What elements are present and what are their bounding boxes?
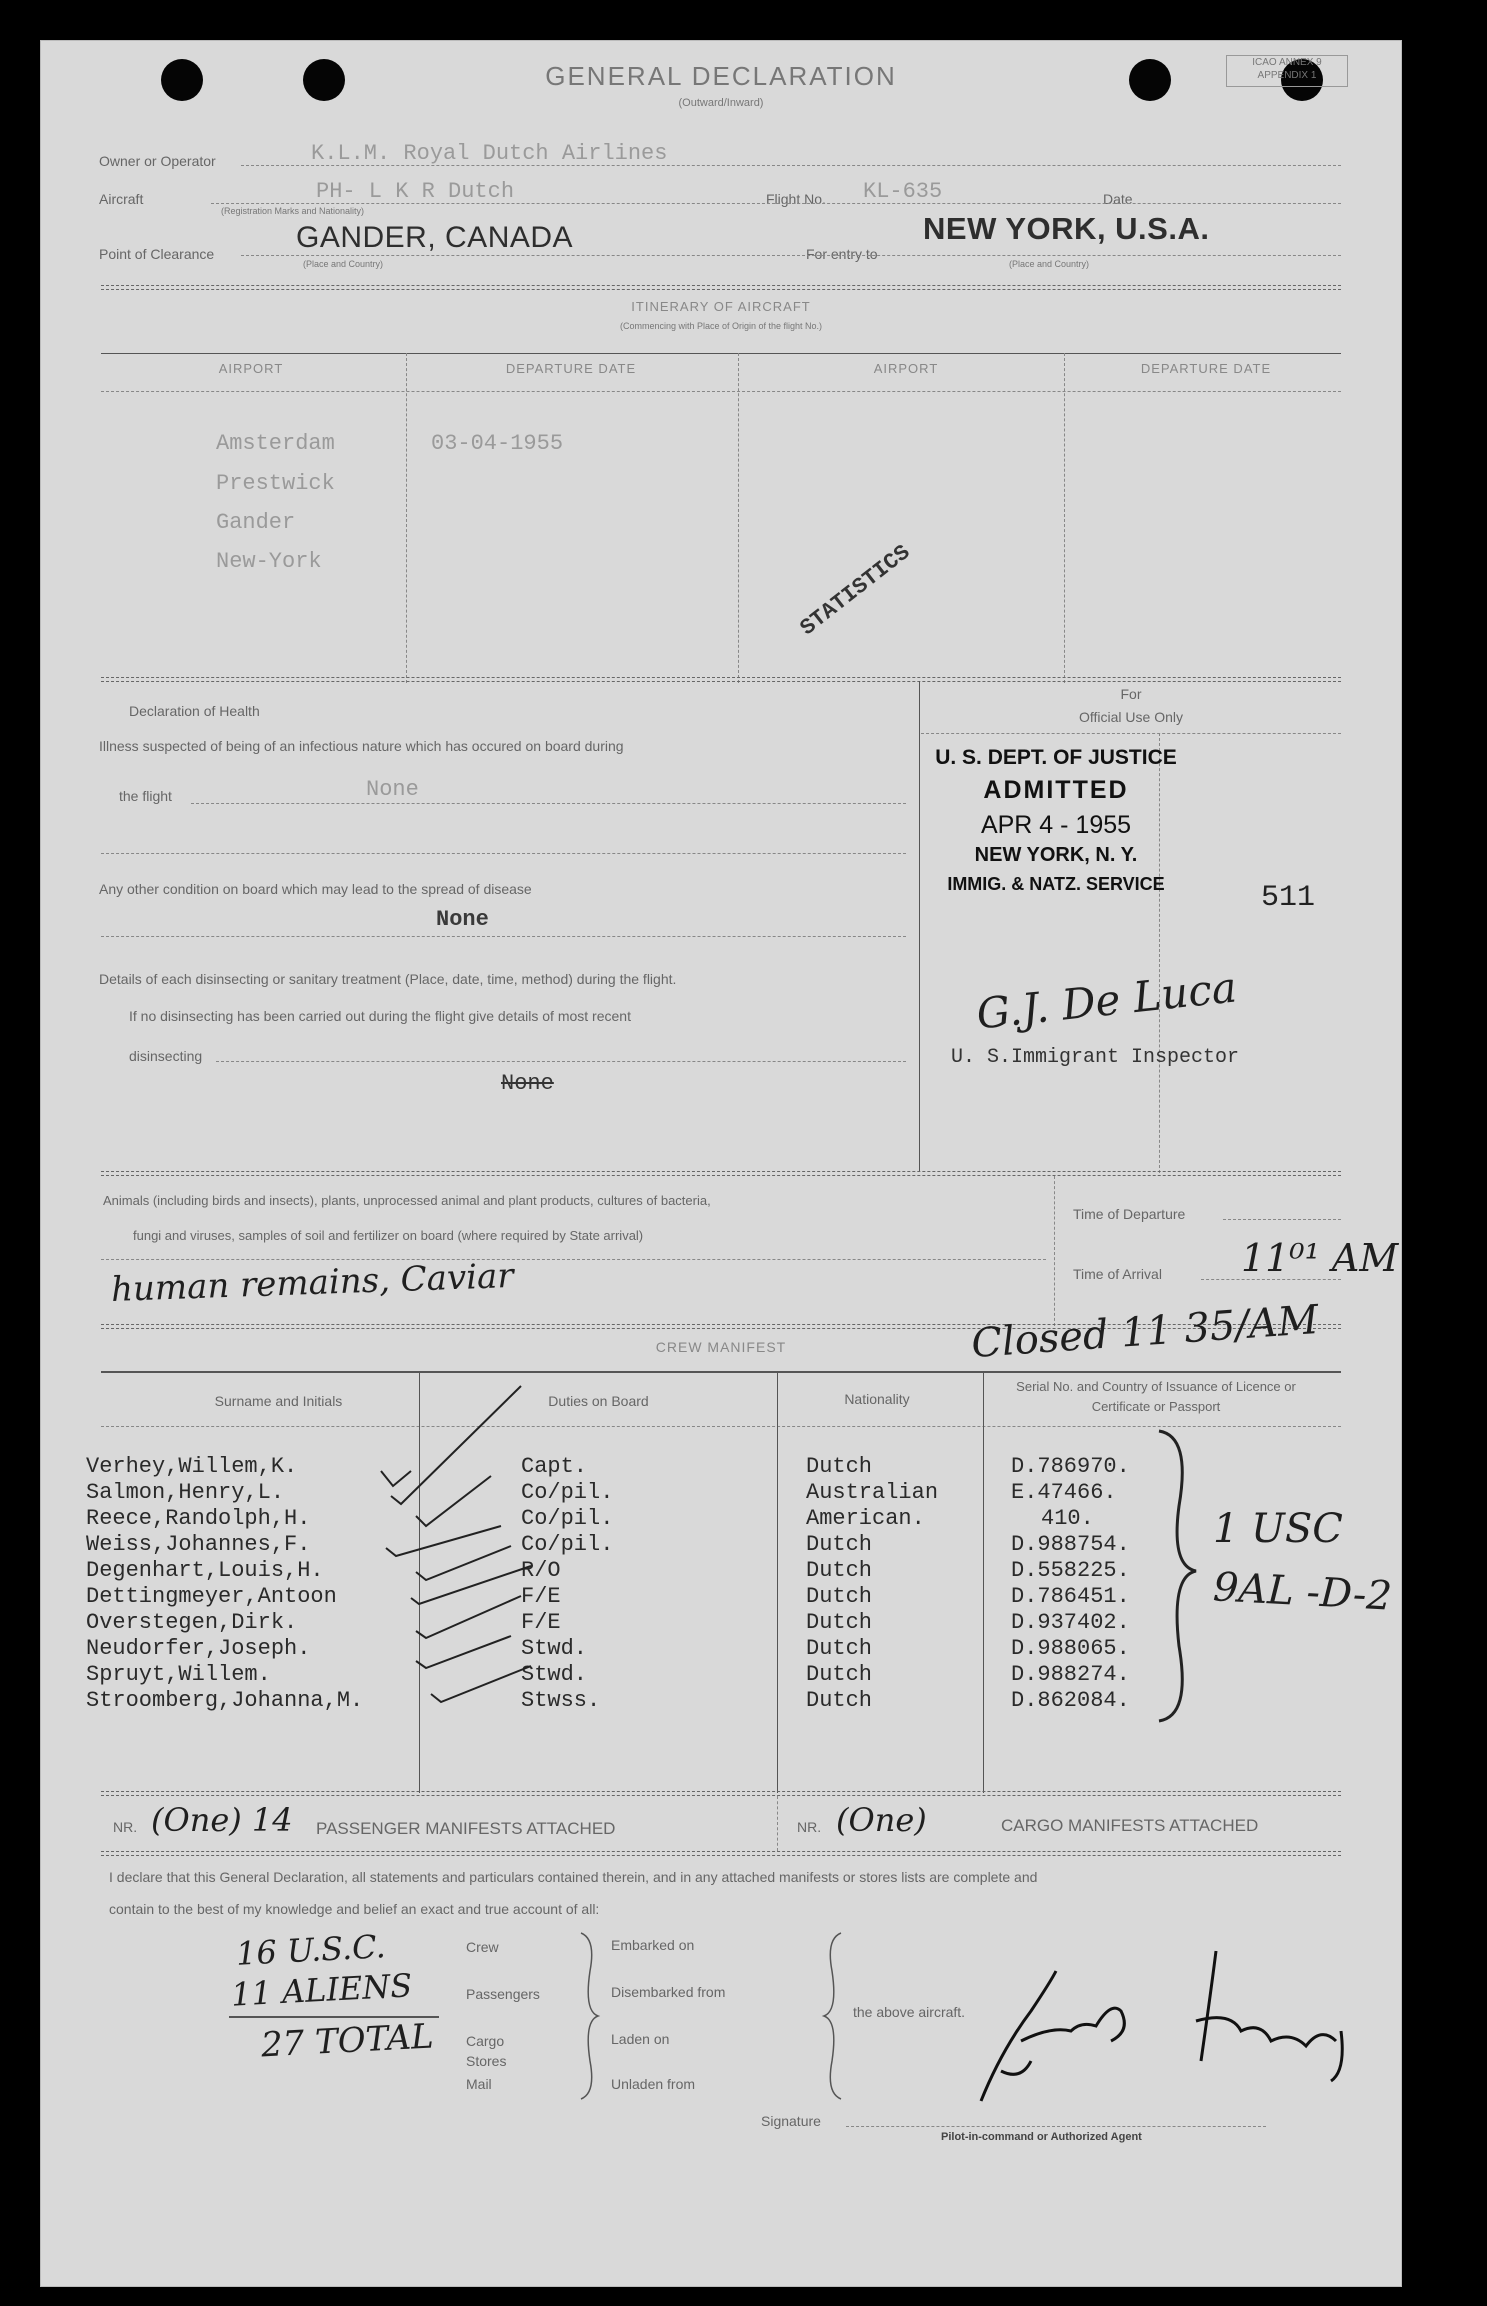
crew-serial: D.786970. bbox=[1011, 1454, 1130, 1479]
crew-serial: D.937402. bbox=[1011, 1610, 1130, 1635]
crew-duty: Co/pil. bbox=[521, 1532, 614, 1557]
passenger-manifest-count: (One) 14 bbox=[151, 1801, 293, 1839]
stamp-line-5: IMMIG. & NATZ. SERVICE bbox=[947, 874, 1165, 894]
left-brace bbox=[576, 1931, 606, 2101]
stamp-line-1: U. S. DEPT. OF JUSTICE bbox=[935, 746, 1177, 769]
itinerary-airport-2: Prestwick bbox=[216, 471, 335, 496]
inspector-title: U. S.Immigrant Inspector bbox=[951, 1046, 1240, 1069]
crew-serial: E.47466. bbox=[1011, 1480, 1117, 1505]
aircraft-caption: (Registration Marks and Nationality) bbox=[221, 206, 365, 216]
owner-value: K.L.M. Royal Dutch Airlines bbox=[311, 141, 668, 166]
crew-duty: Capt. bbox=[521, 1454, 588, 1479]
declaration-text-2: contain to the best of my knowledge and belief an exact and true account of all: bbox=[109, 1901, 600, 1917]
entry-label: For entry to bbox=[806, 246, 878, 262]
flight-label: Flight No. bbox=[766, 191, 826, 207]
crew-name: Degenhart,Louis,H. bbox=[86, 1558, 324, 1583]
official-title-1: For bbox=[1120, 686, 1142, 702]
captain-signature bbox=[961, 1931, 1381, 2131]
right-brace bbox=[816, 1931, 846, 2101]
form-title: GENERAL DECLARATION bbox=[545, 61, 897, 91]
crew-serial: D.862084. bbox=[1011, 1688, 1130, 1713]
crew-name: Reece,Randolph,H. bbox=[86, 1506, 311, 1531]
crew-name: Dettingmeyer,Antoon bbox=[86, 1584, 337, 1609]
health-title: Declaration of Health bbox=[129, 703, 260, 719]
inspector-signature: G.J. De Luca bbox=[974, 962, 1239, 1039]
crew-name: Stroomberg,Johanna,M. bbox=[86, 1688, 364, 1713]
stamp-line-2: ADMITTED bbox=[983, 776, 1129, 804]
crew-name: Spruyt,Willem. bbox=[86, 1662, 271, 1687]
declaration-text-1: I declare that this General Declaration, all statements and particulars contained therein, and in any attached manifests or stores lists are complete and bbox=[109, 1869, 1038, 1885]
crew-name: Neudorfer,Joseph. bbox=[86, 1636, 311, 1661]
disinsect-label-1: Details of each disinsecting or sanitary treatment (Place, date, time, method) during the flight. bbox=[99, 971, 677, 987]
crew-duty: F/E bbox=[521, 1584, 561, 1609]
cargo-nr-label: NR. bbox=[797, 1819, 822, 1835]
disinsect-value: None bbox=[501, 1071, 554, 1096]
crew-note-2: 9AL -D-2 bbox=[1211, 1564, 1393, 1620]
animals-label-2: fungi and viruses, samples of soil and fertilizer on board (where required by State arrival) bbox=[133, 1228, 644, 1243]
clearance-label: Point of Clearance bbox=[99, 246, 215, 262]
itinerary-departure-date: 03-04-1955 bbox=[431, 431, 564, 456]
crew-nationality: Dutch bbox=[806, 1636, 873, 1661]
declaration-item-cargo: Cargo bbox=[466, 2033, 505, 2049]
disinsect-label-2: If no disinsecting has been carried out during the flight give details of most recent bbox=[129, 1008, 631, 1024]
clearance-value: GANDER, CANADA bbox=[296, 221, 574, 254]
aircraft-value: PH- L K R Dutch bbox=[316, 179, 515, 204]
admitted-stamp bbox=[921, 736, 1191, 966]
declaration-item-unladen: Unladen from bbox=[611, 2076, 696, 2092]
signature-label: Signature bbox=[761, 2113, 821, 2129]
crew-nationality: Dutch bbox=[806, 1688, 873, 1713]
entry-caption: (Place and Country) bbox=[1009, 259, 1090, 269]
crew-nationality: Dutch bbox=[806, 1558, 873, 1583]
date-label: Date bbox=[1103, 191, 1133, 207]
crew-serial: D.558225. bbox=[1011, 1558, 1130, 1583]
itinerary-title: ITINERARY OF AIRCRAFT bbox=[631, 299, 811, 314]
passenger-manifest-label: PASSENGER MANIFESTS ATTACHED bbox=[316, 1819, 616, 1838]
itinerary-airport-4: New-York bbox=[216, 549, 322, 574]
crew-name: Overstegen,Dirk. bbox=[86, 1610, 298, 1635]
crew-serial: D.988274. bbox=[1011, 1662, 1130, 1687]
aircraft-label: Aircraft bbox=[99, 191, 144, 207]
stamp-line-4: NEW YORK, N. Y. bbox=[974, 844, 1138, 866]
itinerary-caption: (Commencing with Place of Origin of the flight No.) bbox=[619, 321, 823, 331]
passenger-nr-label: NR. bbox=[113, 1819, 138, 1835]
owner-label: Owner or Operator bbox=[99, 153, 216, 169]
crew-nationality: American. bbox=[806, 1506, 925, 1531]
crew-name: Salmon,Henry,L. bbox=[86, 1480, 285, 1505]
health-other-value: None bbox=[436, 907, 489, 932]
itinerary-airport-1: Amsterdam bbox=[216, 431, 335, 456]
crew-duty: Co/pil. bbox=[521, 1506, 614, 1531]
crew-nationality: Dutch bbox=[806, 1532, 873, 1557]
official-number: 511 bbox=[1261, 881, 1316, 915]
cargo-manifest-count: (One) bbox=[836, 1801, 927, 1839]
declaration-item-mail: Mail bbox=[466, 2076, 492, 2092]
crew-duty: F/E bbox=[521, 1610, 561, 1635]
closed-note: Closed 11 35/AM bbox=[969, 1296, 1321, 1368]
crew-serial: D.988065. bbox=[1011, 1636, 1130, 1661]
form-subtitle: (Outward/Inward) bbox=[678, 97, 764, 109]
entry-value: NEW YORK, U.S.A. bbox=[923, 211, 1210, 246]
declaration-note-3: 27 TOTAL bbox=[260, 2016, 435, 2066]
crew-serial: D.786451. bbox=[1011, 1584, 1130, 1609]
crew-col-duty: Duties on Board bbox=[548, 1393, 649, 1409]
health-flight-label: the flight bbox=[119, 788, 172, 804]
crew-serial: D.988754. bbox=[1011, 1532, 1130, 1557]
crew-col-serial: Serial No. and Country of Issuance of Licence or Certificate or Passport bbox=[1016, 1379, 1296, 1414]
crew-nationality: Australian bbox=[806, 1480, 939, 1505]
itinerary-col-airport-2: AIRPORT bbox=[873, 361, 939, 376]
crew-name: Weiss,Johannes,F. bbox=[86, 1532, 311, 1557]
declaration-item-laden: Laden on bbox=[611, 2031, 670, 2047]
crew-nationality: Dutch bbox=[806, 1662, 873, 1687]
crew-name: Verhey,Willem,K. bbox=[86, 1454, 298, 1479]
brace-drawing bbox=[1151, 1426, 1211, 1726]
crew-nationality: Dutch bbox=[806, 1610, 873, 1635]
crew-duty: R/O bbox=[521, 1558, 561, 1583]
signature-caption: Pilot-in-command or Authorized Agent bbox=[941, 2131, 1142, 2143]
flight-value: KL-635 bbox=[863, 179, 943, 204]
crew-duty: Stwss. bbox=[521, 1688, 601, 1713]
animals-label-1: Animals (including birds and insects), plants, unprocessed animal and plant products, cultures of bacteria, bbox=[103, 1193, 711, 1208]
checkmarks-drawing bbox=[371, 1376, 551, 1721]
itinerary-col-departure-1: DEPARTURE DATE bbox=[505, 361, 637, 376]
health-illness-label: Illness suspected of being of an infectious nature which has occured on board during bbox=[99, 738, 624, 754]
declaration-item-passengers: Passengers bbox=[466, 1986, 540, 2002]
crew-nationality: Dutch bbox=[806, 1454, 873, 1479]
crew-nationality: Dutch bbox=[806, 1584, 873, 1609]
declaration-note-1: 16 U.S.C. bbox=[235, 1927, 387, 1973]
clearance-caption: (Place and Country) bbox=[303, 259, 384, 269]
official-title-2: Official Use Only bbox=[1079, 709, 1183, 725]
crew-duty: Stwd. bbox=[521, 1662, 588, 1687]
crew-col-name: Surname and Initials bbox=[214, 1393, 343, 1409]
crew-title: CREW MANIFEST bbox=[655, 1339, 787, 1355]
itinerary-col-departure-2: DEPARTURE DATE bbox=[1140, 361, 1272, 376]
crew-col-nationality: Nationality bbox=[844, 1391, 910, 1407]
declaration-item-crew: Crew bbox=[466, 1939, 499, 1955]
above-aircraft-text: the above aircraft. bbox=[853, 2004, 966, 2020]
statistics-stamp: STATISTICS bbox=[795, 540, 916, 641]
declaration-note-2: 11 ALIENS bbox=[230, 1966, 414, 2014]
annex-box: ICAO ANNEX 9 APPENDIX 1 bbox=[1226, 55, 1348, 87]
crew-duty: Stwd. bbox=[521, 1636, 588, 1661]
departure-time-label: Time of Departure bbox=[1073, 1206, 1186, 1222]
itinerary-col-airport-1: AIRPORT bbox=[218, 361, 284, 376]
health-illness-value: None bbox=[366, 777, 419, 802]
arrival-time-label: Time of Arrival bbox=[1073, 1266, 1162, 1282]
arrival-time-value: 11⁰¹ AM bbox=[1241, 1236, 1399, 1280]
declaration-item-stores: Stores bbox=[466, 2053, 507, 2069]
animals-value: human remains, Caviar bbox=[110, 1255, 515, 1311]
crew-serial: 410. bbox=[1041, 1506, 1094, 1531]
health-other-label: Any other condition on board which may lead to the spread of disease bbox=[99, 881, 532, 897]
cargo-manifest-label: CARGO MANIFESTS ATTACHED bbox=[1001, 1816, 1259, 1835]
stamp-line-3: APR 4 - 1955 bbox=[980, 811, 1132, 839]
itinerary-airport-3: Gander bbox=[216, 510, 296, 535]
declaration-item-embarked: Embarked on bbox=[611, 1937, 695, 1953]
crew-note-1: 1 USC bbox=[1213, 1506, 1343, 1552]
general-declaration-form bbox=[40, 40, 1402, 2287]
crew-duty: Co/pil. bbox=[521, 1480, 614, 1505]
declaration-item-disembarked: Disembarked from bbox=[611, 1984, 726, 2000]
disinsect-label-3: disinsecting bbox=[129, 1048, 203, 1064]
